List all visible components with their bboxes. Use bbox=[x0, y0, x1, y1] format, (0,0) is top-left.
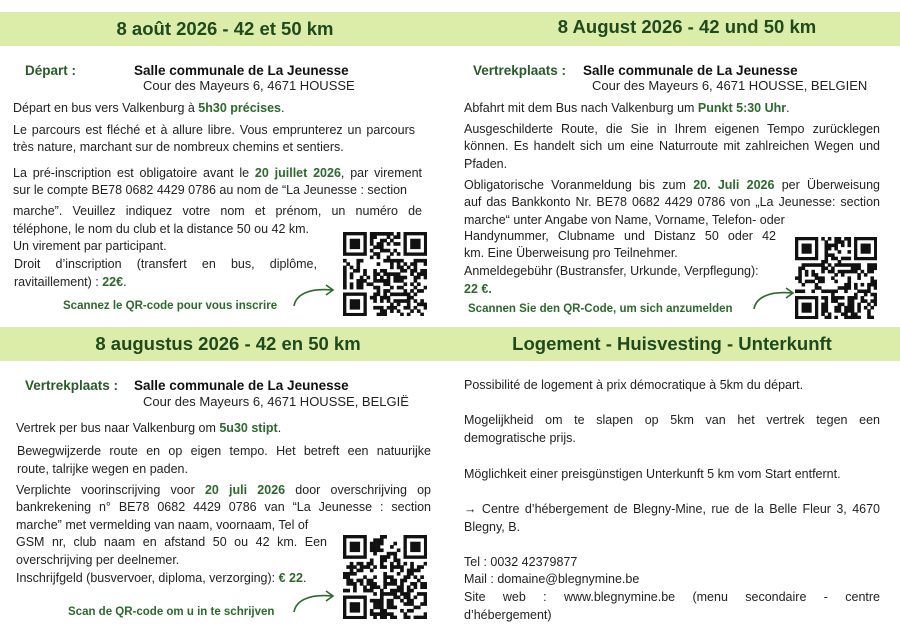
highlight: 20 juli 2026 bbox=[204, 483, 286, 497]
arrow-icon bbox=[288, 586, 338, 616]
fr-departure-time bbox=[13, 99, 284, 117]
highlight: 22€ bbox=[102, 275, 124, 289]
nl-departure-label: Vertrekplaats : bbox=[25, 378, 119, 393]
text: Abfahrt mit dem Bus nach Valkenburg um bbox=[464, 101, 698, 115]
text: . bbox=[786, 101, 790, 115]
de-registration-line: Anmeldegebühr (Bustransfer, Urkunde, Verpflegung): bbox=[464, 264, 759, 278]
fr-route-line: très nature, marchant sur de nombreux chemins et sentiers. bbox=[13, 140, 344, 154]
de-fee-amount: 22 €. bbox=[464, 282, 492, 296]
text: La pré-inscription est obligatoire avant le bbox=[13, 166, 255, 180]
de-route-line: Ausgeschilderte Route, die Sie in Ihrem eigenen Tempo zurücklegen bbox=[464, 122, 880, 136]
nl-title: 8 augustus 2026 - 42 en 50 km bbox=[95, 333, 361, 354]
de-route-line: können. Es handelt sich um eine Naturroute mit zahlreichen Wegen und bbox=[464, 139, 880, 153]
text: ravitaillement) : bbox=[14, 275, 103, 289]
text: Verplichte voorinscrijving voor bbox=[16, 483, 205, 497]
highlight: 5u30 stipt bbox=[219, 421, 278, 435]
fr-venue: Salle communale de La Jeunesse bbox=[134, 63, 349, 78]
nl-registration-line: bankrekening n° BE78 0682 4429 0786 van “La Jeunesse : section bbox=[16, 500, 431, 514]
highlight: € 22 bbox=[278, 571, 303, 585]
text: . bbox=[281, 101, 285, 115]
nl-registration-line: overschrijving per deelnemer. bbox=[16, 553, 180, 567]
lodging-de: Möglichkeit einer preisgünstigen Unterkunft 5 km vom Start entfernt. bbox=[464, 467, 841, 481]
nl-departure-time bbox=[16, 419, 281, 437]
text: per Überweisung bbox=[774, 178, 880, 192]
qr-code[interactable] bbox=[343, 232, 427, 316]
text: . bbox=[123, 275, 127, 289]
lodging-phone: Tel : 0032 42379877 bbox=[464, 555, 578, 569]
text: . bbox=[277, 421, 282, 435]
fr-registration-line: Un virement par participant. bbox=[13, 239, 167, 253]
qr-code[interactable] bbox=[795, 237, 877, 319]
lodging-email[interactable]: Mail : domaine@blegnymine.be bbox=[464, 572, 640, 586]
text: Vertrek per bus naar Valkenburg om bbox=[16, 421, 220, 435]
fr-registration-line: sur le compte BE78 0682 4429 0786 au nom de “La Jeunesse : section bbox=[13, 183, 408, 197]
nl-scan-text: Scan de QR-code om u in te schrijven bbox=[68, 606, 275, 618]
nl-registration-line: GSM nr, club naam en afstand 50 ou 42 km. Een bbox=[16, 535, 327, 549]
nl-fee-line bbox=[16, 569, 306, 587]
de-title: 8 August 2026 - 42 und 50 km bbox=[557, 16, 817, 37]
fr-departure-label: Départ : bbox=[25, 63, 77, 78]
text: . bbox=[302, 571, 307, 585]
de-registration-line: auf das Bankkonto Nr. BE78 0682 4429 0786 von „La Jeunesse: section bbox=[464, 195, 880, 209]
de-registration-line bbox=[464, 176, 880, 194]
de-scan-text: Scannen Sie den QR-Code, um sich anzumelden bbox=[468, 303, 733, 315]
lodging-centre: → Centre d’hébergement de Blegny-Mine, rue de la Belle Fleur 3, 4670 bbox=[464, 502, 880, 516]
de-registration-line: marche“ unter Angabe von Name, Vorname, Telefon- oder bbox=[464, 213, 785, 227]
nl-registration-line: marche” met vermelding van naam, voornaam, Tel of bbox=[16, 518, 309, 532]
de-address: Cour des Mayeurs 6, 4671 HOUSSE, BELGIEN bbox=[592, 78, 868, 93]
highlight: Punkt 5:30 Uhr bbox=[697, 101, 787, 115]
de-registration-line: Handynummer, Clubname und Distanz 50 oder 42 bbox=[464, 229, 776, 243]
lodging-fr: Possibilité de logement à prix démocratique à 5km du départ. bbox=[464, 378, 804, 392]
nl-registration-line bbox=[16, 481, 431, 499]
lodging-website: d’hébergement) bbox=[464, 608, 552, 622]
fr-route-line: Le parcours est fléché et à allure libre. Vous emprunterez un parcours bbox=[13, 123, 415, 137]
nl-route-line: route, talrijke wegen en paden. bbox=[17, 462, 188, 476]
fr-registration-line bbox=[13, 164, 422, 182]
de-venue: Salle communale de La Jeunesse bbox=[583, 63, 798, 78]
text: Départ en bus vers Valkenburg à bbox=[13, 101, 199, 115]
fr-title: 8 août 2026 - 42 et 50 km bbox=[116, 18, 334, 39]
qr-code[interactable] bbox=[343, 535, 427, 619]
de-departure-label: Vertrekplaats : bbox=[473, 63, 567, 78]
text: Obligatorische Voranmeldung bis zum bbox=[464, 178, 694, 192]
fr-registration-line: marche”. Veuillez indiquez votre nom et prénom, un numéro de bbox=[13, 204, 422, 218]
fr-fee-line bbox=[14, 273, 127, 291]
fr-scan-text: Scannez le QR-code pour vous inscrire bbox=[63, 300, 278, 312]
fr-address: Cour des Mayeurs 6, 4671 HOUSSE bbox=[143, 78, 355, 93]
lodging-nl: Mogelijkheid om te slapen op 5km van het vertrek tegen een bbox=[464, 413, 880, 427]
lodging-nl: demogratische prijs. bbox=[464, 431, 576, 445]
nl-address: Cour des Mayeurs 6, 4671 HOUSSE, BELGIË bbox=[143, 394, 409, 409]
fr-registration-line: Droit d’inscription (transfert en bus, diplôme, bbox=[14, 257, 317, 271]
lodging-title: Logement - Huisvesting - Unterkunft bbox=[512, 333, 832, 354]
de-departure-time bbox=[464, 99, 790, 117]
de-route-line: Pfaden. bbox=[464, 157, 508, 171]
arrow-icon bbox=[748, 283, 798, 313]
nl-venue: Salle communale de La Jeunesse bbox=[134, 378, 349, 393]
text: , par virement bbox=[340, 166, 422, 180]
nl-route-line: Bewegwijzerde route en op eigen tempo. Het betreft een natuurijke bbox=[17, 444, 431, 458]
de-registration-line: km. Eine Überweisung pro Teilnehmer. bbox=[464, 246, 678, 260]
lodging-website[interactable]: Site web : www.blegnymine.be (menu secondaire - centre bbox=[464, 590, 880, 604]
text: Inschrijfgeld (busvervoer, diploma, verzorging): bbox=[16, 571, 279, 585]
fr-registration-line: téléphone, le nom du club et la distance 50 ou 42 km. bbox=[13, 222, 310, 236]
text: door overschrijving op bbox=[285, 483, 431, 497]
arrow-icon bbox=[288, 280, 338, 310]
highlight: 20. Juli 2026 bbox=[693, 178, 775, 192]
lodging-centre: Blegny, B. bbox=[464, 520, 521, 534]
highlight: 5h30 précises bbox=[198, 101, 281, 115]
highlight: 20 juillet 2026 bbox=[254, 166, 341, 180]
